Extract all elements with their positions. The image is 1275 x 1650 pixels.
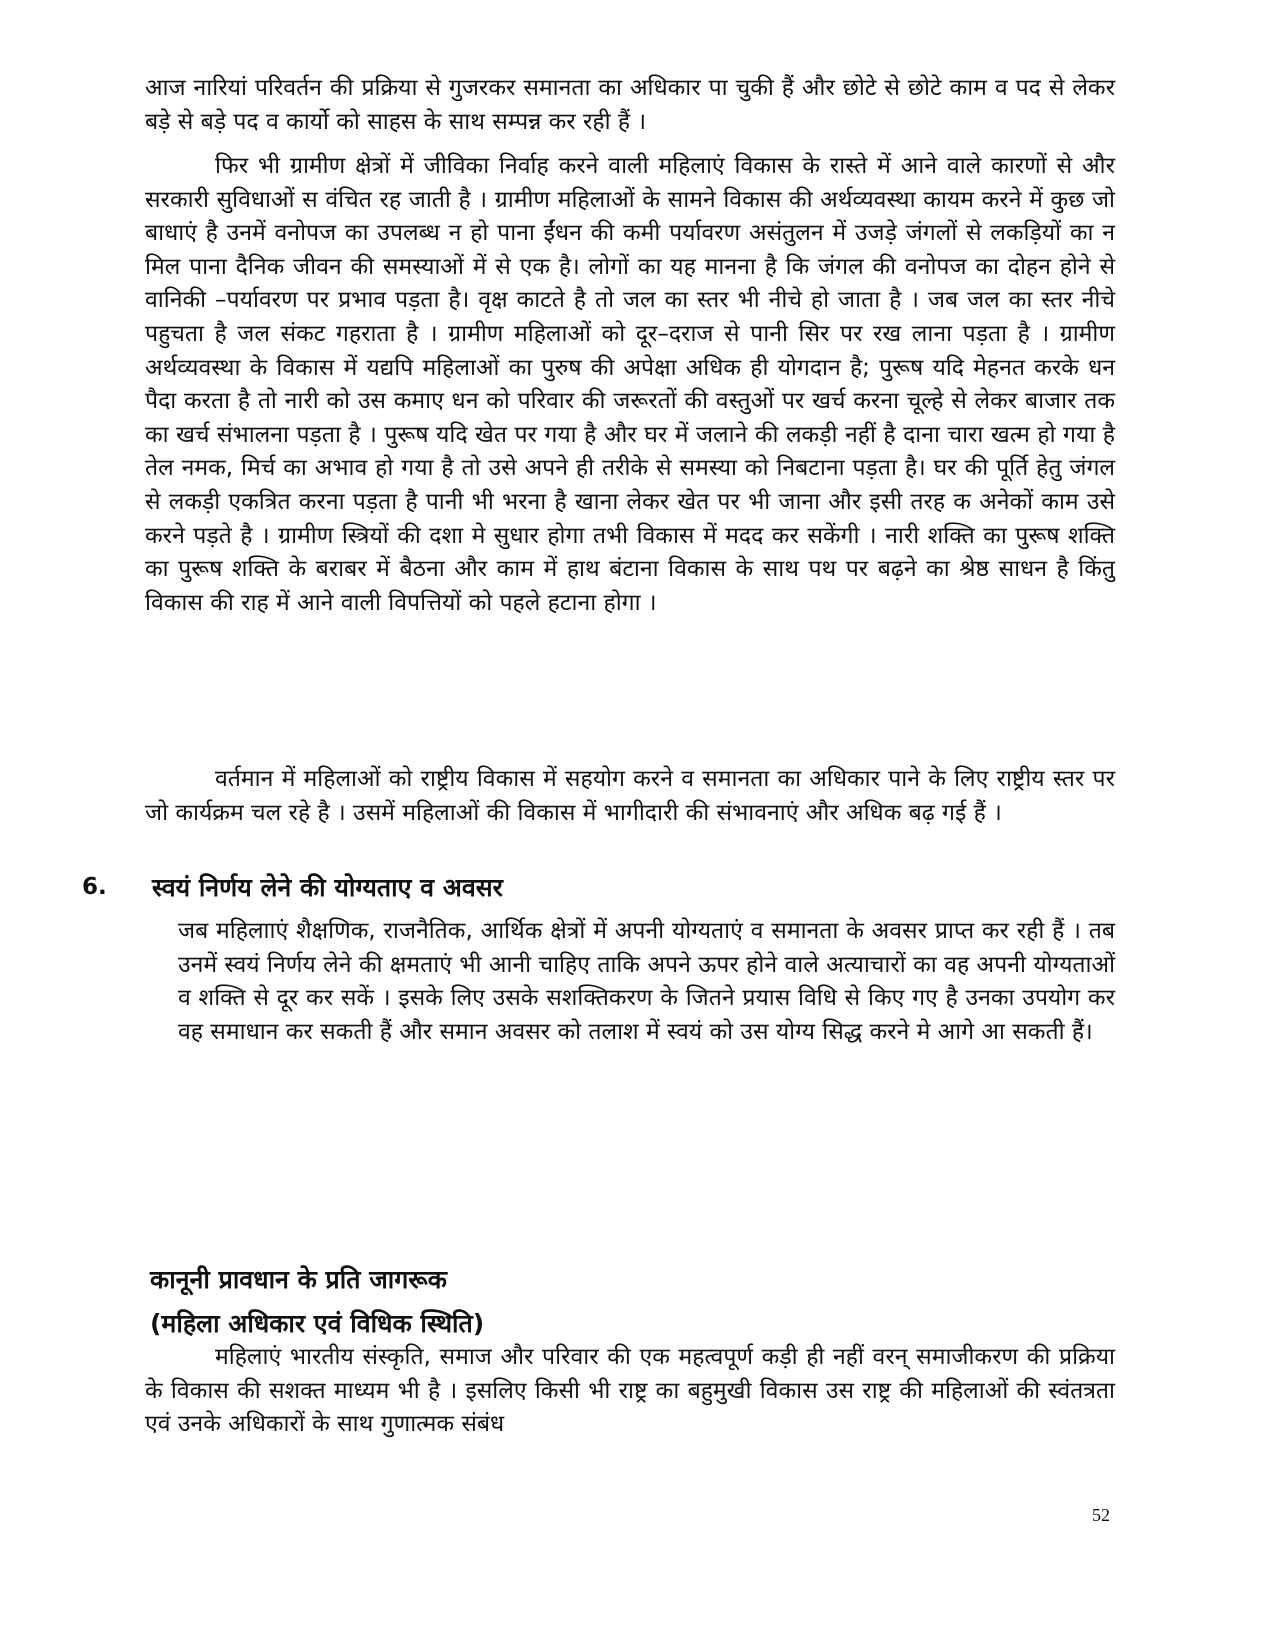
paragraph-rural-women: फिर भी ग्रामीण क्षेत्रों में जीविका निर्वाह करने वाली महिलाएं विकास के रास्ते में आने वाले कारणों से और सरकारी सुविधाओं स वंचित रह जाती है । ग्रामीण महिलाओं के सामने विकास की अर्थव्यवस्था कायम करने में कुछ जो बाधाएं है उनमें वनोपज का उपलब्ध न हो पाना ईंधन की कमी पर्यावरण असंतुलन में उजड़े जंगलों से लकड़ियों का न मिल पाना दैनिक जीवन की समस्याओं में से एक है। लोगों का यह मानना है कि जंगल की वनोपज का दोहन होने से वानिकी –पर्यावरण पर प्रभाव पड़ता है। वृक्ष काटते है तो जल का स्तर भी नीचे हो जाता है । जब जल का स्तर नीचे पहुचता है जल संकट गहराता है । ग्रामीण महिलाओं को दूर–दराज से पानी सिर पर रख लाना पड़ता है । ग्रामीण अर्थव्यवस्था के विकास में यद्यपि महिलाओं का पुरुष की अपेक्षा अधिक ही योगदान है; पुरूष यदि मेहनत करके धन पैदा करता है तो नारी को उस कमाए धन को परिवार की जरूरतों की वस्तुओं पर खर्च करना चूल्हे से लेकर बाजार तक का खर्च संभालना पड़ता है । पुरूष यदि खेत पर गया है और घर में जलाने की लकड़ी नहीं है दाना चारा खत्म हो गया है तेल नमक, मिर्च का अभाव हो गया है तो उसे अपने ही तरीके से समस्या को निबटाना पड़ता है। घर की पूर्ति हेतु जंगल से लकड़ी एकत्रित करना पड़ता है पानी भी भरना है खाना लेकर खेत पर भी जाना और इसी तरह क अनेकों काम उसे करने पड़ते है । ग्रामीण स्त्रियों की दशा मे सुधार होगा तभी विकास में मदद कर सकेंगी । नारी शक्ति का पुरूष शक्ति का पुरूष शक्ति के बराबर में बैठना और काम में हाथ बंटाना विकास के साथ पथ पर बढ़ने का श्रेष्ठ साधन है किंतु विकास की राह में आने वाली विपत्तियों को पहले हटाना होगा । — [145, 153, 1115, 616]
paragraph-women-culture: महिलाएं भारतीय संस्कृति, समाज और परिवार की एक महत्वपूर्ण कड़ी ही नहीं वरन् समाजीकरण की प्रक्रिया के विकास की सशक्त माध्यम भी है । इसलिए किसी भी राष्ट्र का बहुमुखी विकास उस राष्ट्र की महिलाओं की स्वंतत्रता एवं उनके अधिकारों के साथ गुणात्मक संबंध — [145, 1344, 1115, 1438]
paragraph-intro: आज नारियां परिवर्तन की प्रक्रिया से गुजरकर समानता का अधिकार पा चुकी हैं और छोटे से छोटे काम व पद से लेकर बड़े से बड़े पद व कार्यो को साहस के साथ सम्पन्न कर रही हैं । — [145, 75, 1115, 135]
heading-legal-awareness: कानूनी प्रावधान के प्रति जागरूक — [150, 1265, 447, 1294]
heading-women-rights: (महिला अधिकार एवं विधिक स्थिति) — [150, 1309, 485, 1338]
paragraph-self-decision: जब महिलााएं शैक्षणिक, राजनैतिक, आर्थिक क्षेत्रों में अपनी योग्यताएं व समानता के अवसर प्राप्त कर रही हैं । तब उनमें स्वयं निर्णय लेने की क्षमताएं भी आनी चाहिए ताकि अपने ऊपर होने वाले अत्याचारों का वह अपनी योग्यताओं व शक्ति से दूर कर सकें । इसके लिए उसके सशक्तिकरण के जितने प्रयास विधि से किए गए है उनका उपयोग कर वह समाधान कर सकती हैं और समान अवसर को तलाश में स्वयं को उस योग्य सिद्ध करने मे आगे आ सकती हैं। — [178, 918, 1115, 1045]
page-number: 52 — [1092, 1505, 1110, 1525]
section-number: 6. — [82, 874, 107, 900]
paragraph-national-programs: वर्तमान में महिलाओं को राष्ट्रीय विकास में सहयोग करने व समानता का अधिकार पाने के लिए राष्ट्रीय स्तर पर जो कार्यक्रम चल रहे है । उसमें महिलाओं की विकास में भागीदारी की संभावनाएं और अधिक बढ़ गई हैं । — [145, 766, 1115, 826]
section-title: स्वयं निर्णय लेने की योग्यताए व अवसर — [152, 873, 503, 902]
